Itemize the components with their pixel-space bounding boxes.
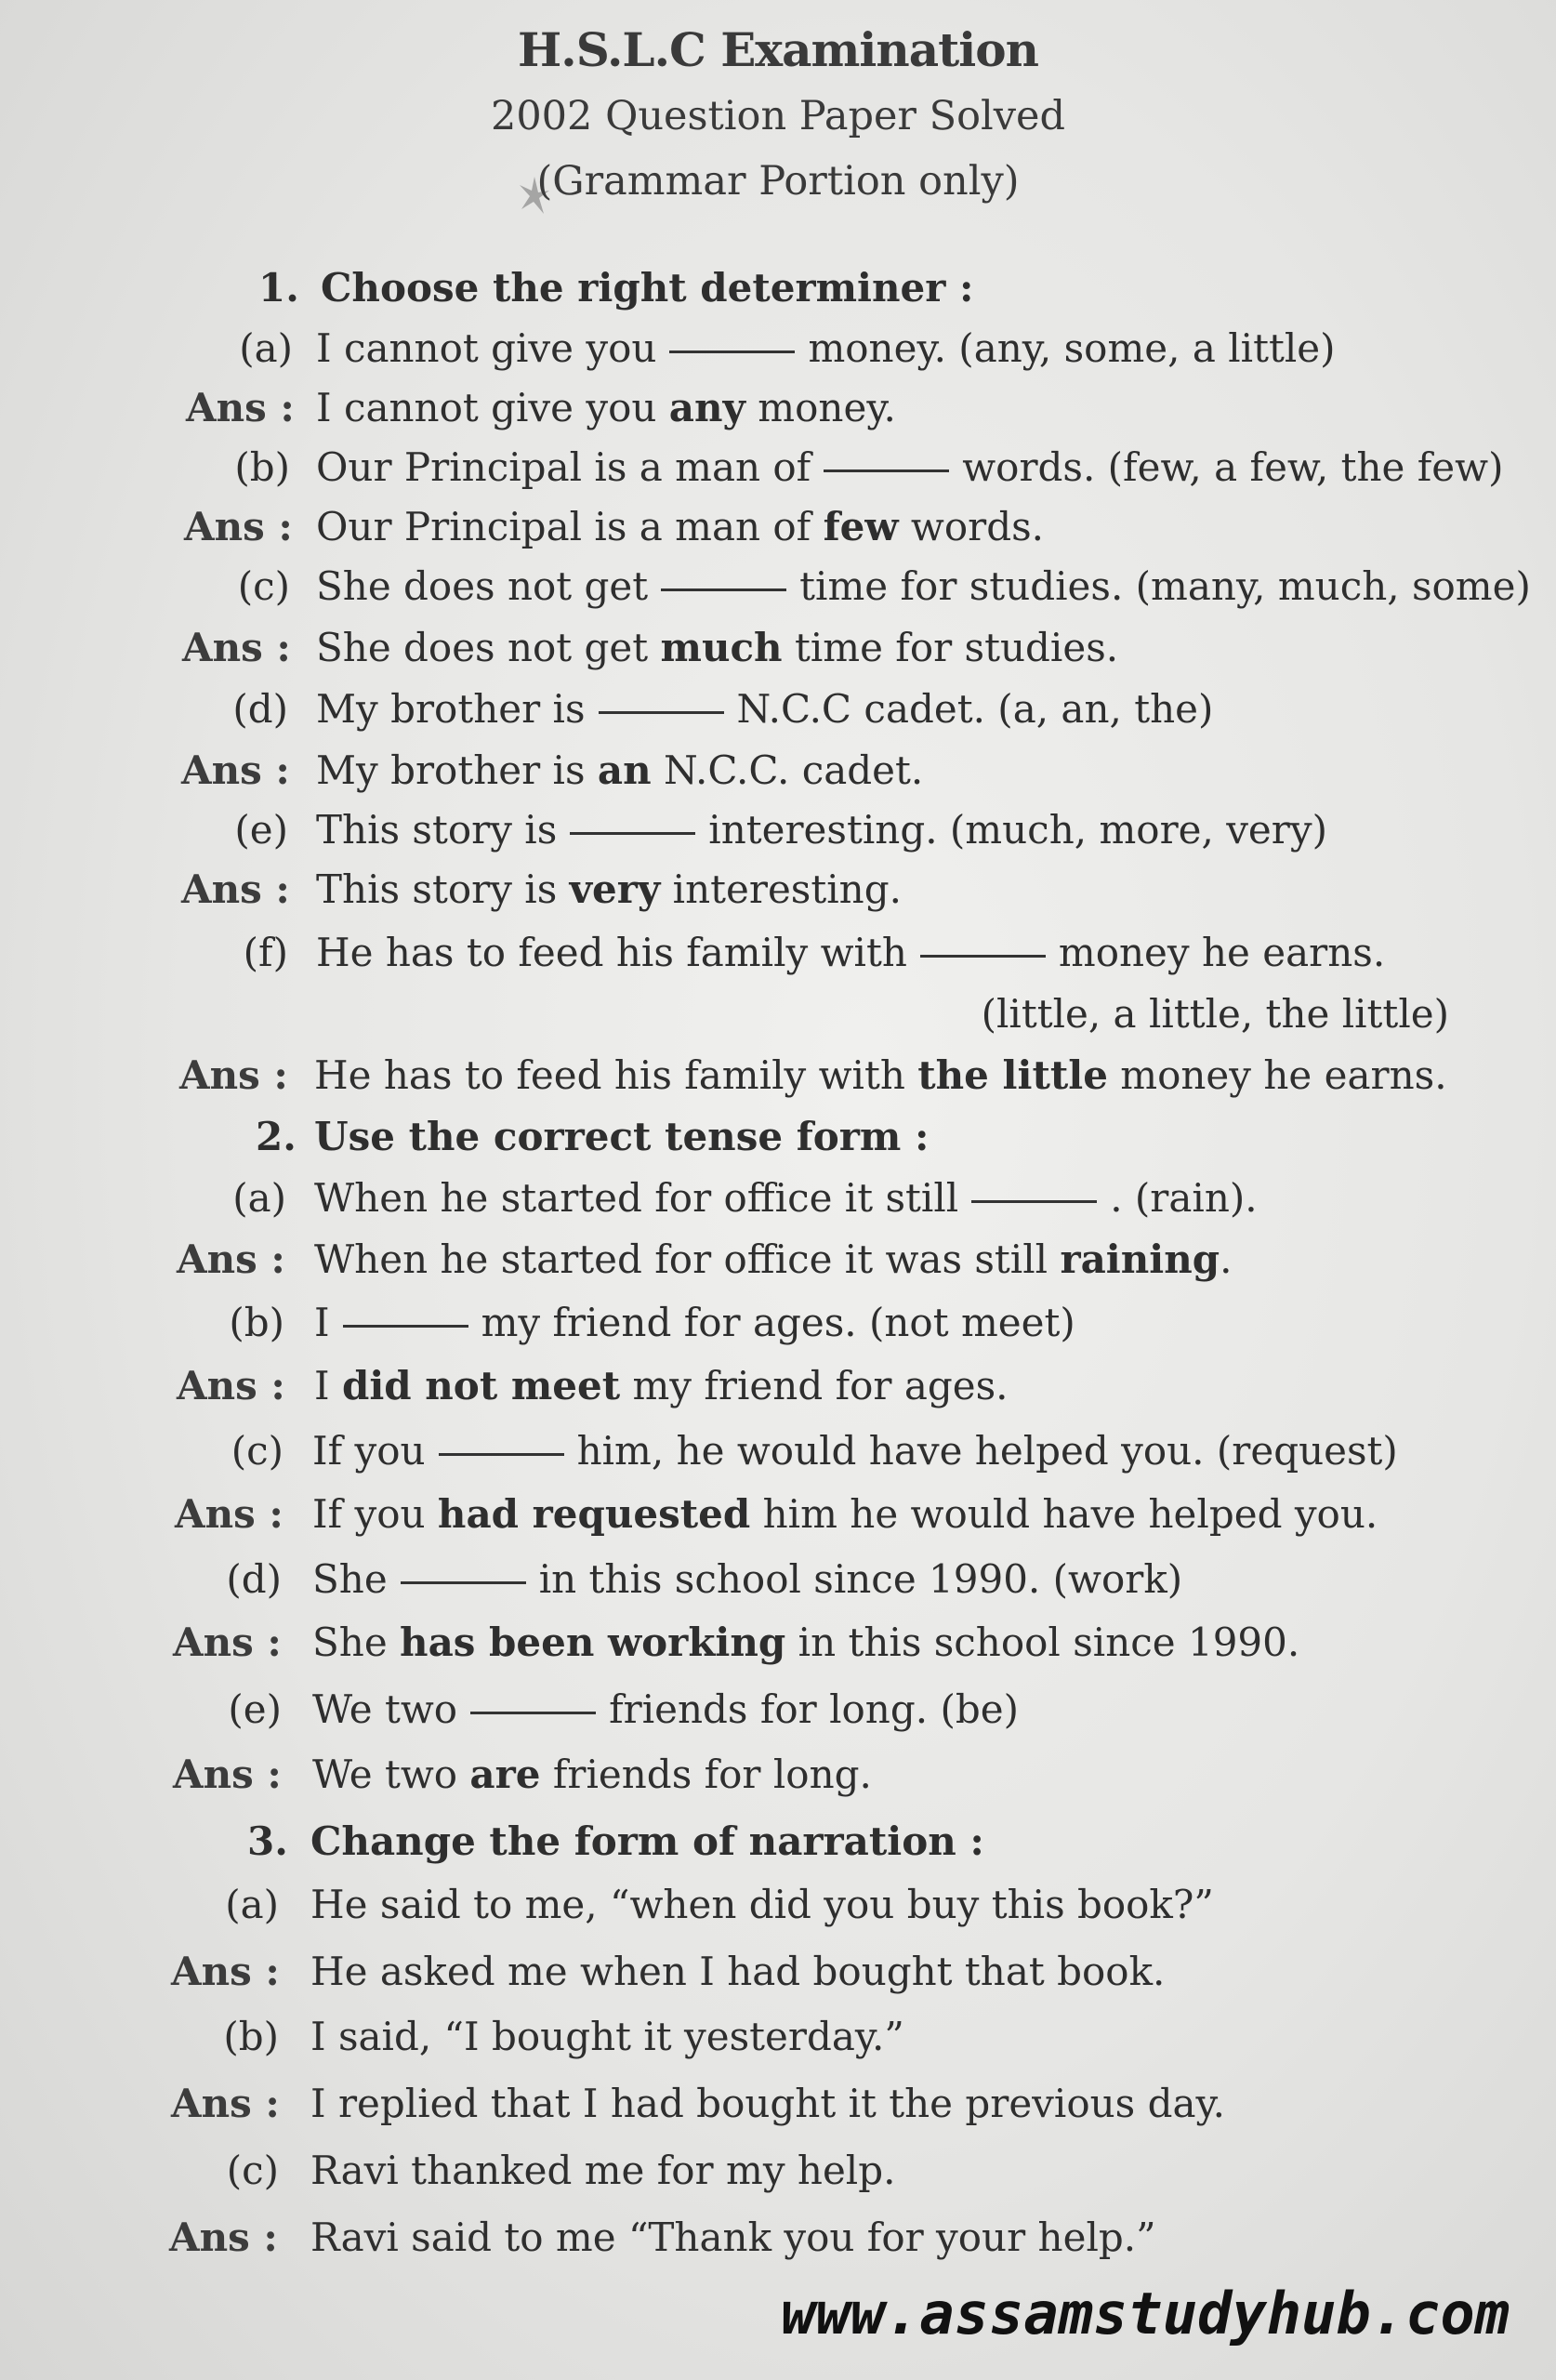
answer-label: Ans : <box>173 1620 282 1665</box>
question-row <box>0 1175 1556 1231</box>
answer-text: We two are friends for long. <box>312 1752 872 1797</box>
answer-blank <box>971 1200 1097 1203</box>
question-label: (b) <box>223 2014 279 2059</box>
answer-row <box>0 1752 1556 1807</box>
section-heading <box>0 265 1556 321</box>
question-row <box>0 686 1556 742</box>
answer-row <box>0 747 1556 803</box>
question-text: If you him, he would have helped you. (request) <box>312 1428 1398 1474</box>
question-row <box>0 807 1556 863</box>
answer-text: He has to feed his family with the little money he earns. <box>314 1052 1447 1098</box>
section-title: Choose the right determiner : <box>321 265 974 311</box>
answer-text: I replied that I had bought it the previous day. <box>310 2081 1226 2126</box>
question-label: (c) <box>226 2148 279 2193</box>
question-row <box>0 444 1556 500</box>
section-heading <box>0 1818 1556 1874</box>
section-heading <box>0 1114 1556 1170</box>
question-label: (c) <box>237 563 290 609</box>
section-number: 2. <box>256 1114 297 1159</box>
question-text: When he started for office it still . (rain). <box>314 1175 1258 1221</box>
question-text: I cannot give you money. (any, some, a little) <box>316 325 1336 371</box>
answer-label: Ans : <box>186 385 295 430</box>
answer-text: She has been working in this school since 1990. <box>312 1620 1300 1665</box>
answer-label: Ans : <box>171 1949 280 1994</box>
answer-blank <box>824 469 949 472</box>
answer-label: Ans : <box>173 1752 282 1797</box>
question-row <box>0 1556 1556 1612</box>
question-label: (d) <box>232 686 288 732</box>
answer-text: He asked me when I had bought that book. <box>310 1949 1166 1994</box>
question-text: My brother is N.C.C cadet. (a, an, the) <box>316 686 1214 732</box>
question-text: He has to feed his family with money he earns. <box>316 930 1386 975</box>
page-note: (Grammar Portion only) <box>536 158 1020 205</box>
answer-text: Ravi said to me “Thank you for your help.” <box>310 2215 1156 2260</box>
answer-text: My brother is an N.C.C. cadet. <box>316 747 924 793</box>
question-text: This story is interesting. (much, more, very) <box>316 807 1327 853</box>
answer-row <box>0 1363 1556 1419</box>
answer-label: Ans : <box>181 747 290 793</box>
question-options: (little, a little, the little) <box>981 991 1449 1037</box>
answer-blank <box>661 588 786 591</box>
answer-label: Ans : <box>179 1052 288 1098</box>
answer-row <box>0 1949 1556 2004</box>
answer-blank <box>599 711 724 714</box>
page-subtitle: 2002 Question Paper Solved <box>490 93 1066 139</box>
question-label: (a) <box>239 325 293 371</box>
page-title: H.S.L.C Examination <box>518 22 1038 77</box>
section-title: Change the form of narration : <box>310 1818 984 1864</box>
answer-blank <box>920 955 1046 958</box>
question-row <box>0 2148 1556 2203</box>
site-watermark: www.assamstudyhub.com <box>781 2280 1510 2347</box>
answer-text: Our Principal is a man of few words. <box>316 504 1044 549</box>
section-title: Use the correct tense form : <box>314 1114 930 1159</box>
question-row <box>0 325 1556 381</box>
question-row <box>0 563 1556 619</box>
answer-row <box>0 1620 1556 1675</box>
question-label: (e) <box>228 1686 282 1732</box>
answer-label: Ans : <box>184 504 293 549</box>
answer-row <box>0 2081 1556 2136</box>
answer-row <box>0 625 1556 681</box>
answer-text: She does not get much time for studies. <box>316 625 1119 670</box>
answer-label: Ans : <box>182 625 291 670</box>
question-row <box>0 1428 1556 1484</box>
answer-text: I did not meet my friend for ages. <box>314 1363 1009 1408</box>
answer-label: Ans : <box>177 1363 285 1408</box>
question-row <box>0 2014 1556 2069</box>
answer-row <box>0 1052 1556 1108</box>
question-label: (a) <box>232 1175 286 1221</box>
question-text: We two friends for long. (be) <box>312 1686 1019 1732</box>
answer-blank <box>669 350 795 353</box>
answer-row <box>0 866 1556 922</box>
question-row <box>0 1686 1556 1742</box>
answer-blank <box>570 832 695 835</box>
question-text: Our Principal is a man of words. (few, a few, the few) <box>316 444 1504 490</box>
answer-blank <box>401 1581 526 1584</box>
question-text: He said to me, “when did you buy this book?” <box>310 1882 1214 1927</box>
answer-label: Ans : <box>175 1491 284 1537</box>
answer-label: Ans : <box>181 866 290 912</box>
question-label: (d) <box>226 1556 282 1602</box>
question-row <box>0 930 1556 985</box>
question-text: I said, “I bought it yesterday.” <box>310 2014 904 2059</box>
answer-row <box>0 1491 1556 1547</box>
answer-text: When he started for office it was still raining. <box>314 1236 1233 1282</box>
question-label: (f) <box>243 930 288 975</box>
section-number: 3. <box>247 1818 288 1864</box>
question-label: (b) <box>229 1300 284 1345</box>
answer-text: If you had requested him he would have helped you. <box>312 1491 1378 1537</box>
question-label: (b) <box>234 444 290 490</box>
answer-label: Ans : <box>177 1236 285 1282</box>
answer-label: Ans : <box>169 2215 278 2260</box>
question-text: She in this school since 1990. (work) <box>312 1556 1183 1602</box>
answer-text: I cannot give you any money. <box>316 385 896 430</box>
answer-blank <box>343 1325 468 1328</box>
answer-row <box>0 2215 1556 2270</box>
answer-text: This story is very interesting. <box>316 866 902 912</box>
question-text: I my friend for ages. (not meet) <box>314 1300 1075 1345</box>
question-label: (a) <box>225 1882 279 1927</box>
answer-blank <box>439 1453 564 1456</box>
answer-blank <box>470 1712 596 1714</box>
answer-row <box>0 504 1556 560</box>
question-row <box>0 1300 1556 1355</box>
answer-row <box>0 385 1556 441</box>
section-number: 1. <box>258 265 299 311</box>
question-label: (e) <box>234 807 288 853</box>
question-text: She does not get time for studies. (many, much, some) <box>316 563 1531 609</box>
question-text: Ravi thanked me for my help. <box>310 2148 896 2193</box>
answer-row <box>0 1236 1556 1292</box>
answer-label: Ans : <box>171 2081 280 2126</box>
question-label: (c) <box>231 1428 284 1474</box>
question-row <box>0 1882 1556 1937</box>
